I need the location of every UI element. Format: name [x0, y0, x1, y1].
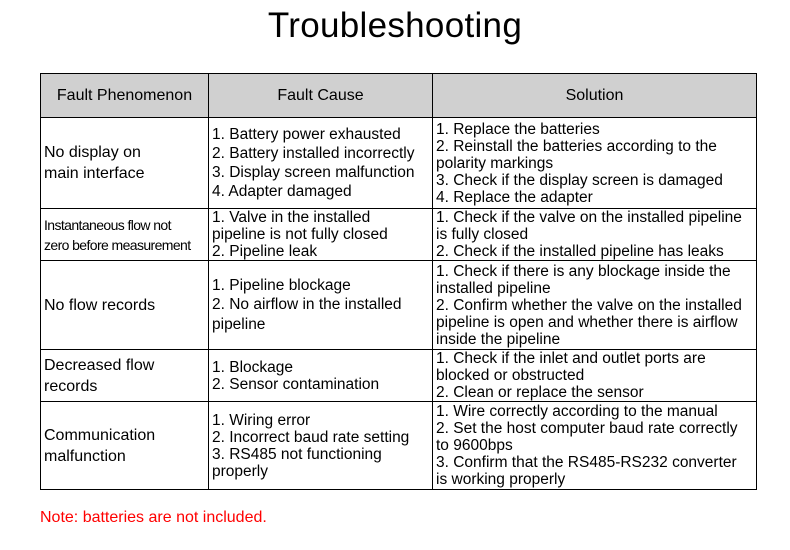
- fault-phenomenon-cell: Communication malfunction: [41, 402, 209, 490]
- header-fault-cause: Fault Cause: [209, 74, 433, 118]
- fault-phenomenon-cell: Decreased flow records: [41, 350, 209, 402]
- header-solution: Solution: [433, 74, 757, 118]
- fault-cause-cell: 1. Valve in the installed pipeline is not fully closed 2. Pipeline leak: [209, 209, 433, 261]
- table-row: [41, 209, 757, 261]
- battery-note: Note: batteries are not included.: [40, 509, 267, 526]
- page-title: Troubleshooting: [267, 6, 523, 45]
- table-header-row: [41, 74, 757, 118]
- solution-cell: 1. Check if the inlet and outlet ports are blocked or obstructed 2. Clean or replace the sensor: [433, 350, 757, 402]
- fault-cause-cell: 1. Blockage 2. Sensor contamination: [209, 350, 433, 402]
- solution-cell: 1. Check if the valve on the installed pipeline is fully closed 2. Check if the installed pipeline has leaks: [433, 209, 757, 261]
- solution-cell: 1. Wire correctly according to the manual 2. Set the host computer baud rate correctly to 9600bps 3. Confirm that the RS485-RS232 converter is working properly: [433, 402, 757, 490]
- solution-cell: 1. Check if there is any blockage inside the installed pipeline 2. Confirm whether the valve on the installed pipeline is open and whether there is airflow inside the pipeline: [433, 261, 757, 350]
- fault-phenomenon-cell: No flow records: [41, 261, 209, 350]
- fault-phenomenon-cell: No display on main interface: [41, 118, 209, 209]
- fault-phenomenon-cell: Instantaneous flow not zero before measurement: [41, 209, 209, 261]
- fault-cause-cell: 1. Battery power exhausted 2. Battery installed incorrectly 3. Display screen malfunction 4. Adapter damaged: [209, 118, 433, 209]
- table-row: [41, 350, 757, 402]
- table-row: [41, 118, 757, 209]
- table-row: [41, 402, 757, 490]
- header-fault-phenomenon: Fault Phenomenon: [41, 74, 209, 118]
- troubleshooting-table: [40, 73, 757, 490]
- solution-cell: 1. Replace the batteries 2. Reinstall the batteries according to the polarity markings 3. Check if the display screen is damaged 4. Replace the adapter: [433, 118, 757, 209]
- fault-cause-cell: 1. Wiring error 2. Incorrect baud rate setting 3. RS485 not functioning properly: [209, 402, 433, 490]
- table-row: [41, 261, 757, 350]
- fault-cause-cell: 1. Pipeline blockage 2. No airflow in the installed pipeline: [209, 261, 433, 350]
